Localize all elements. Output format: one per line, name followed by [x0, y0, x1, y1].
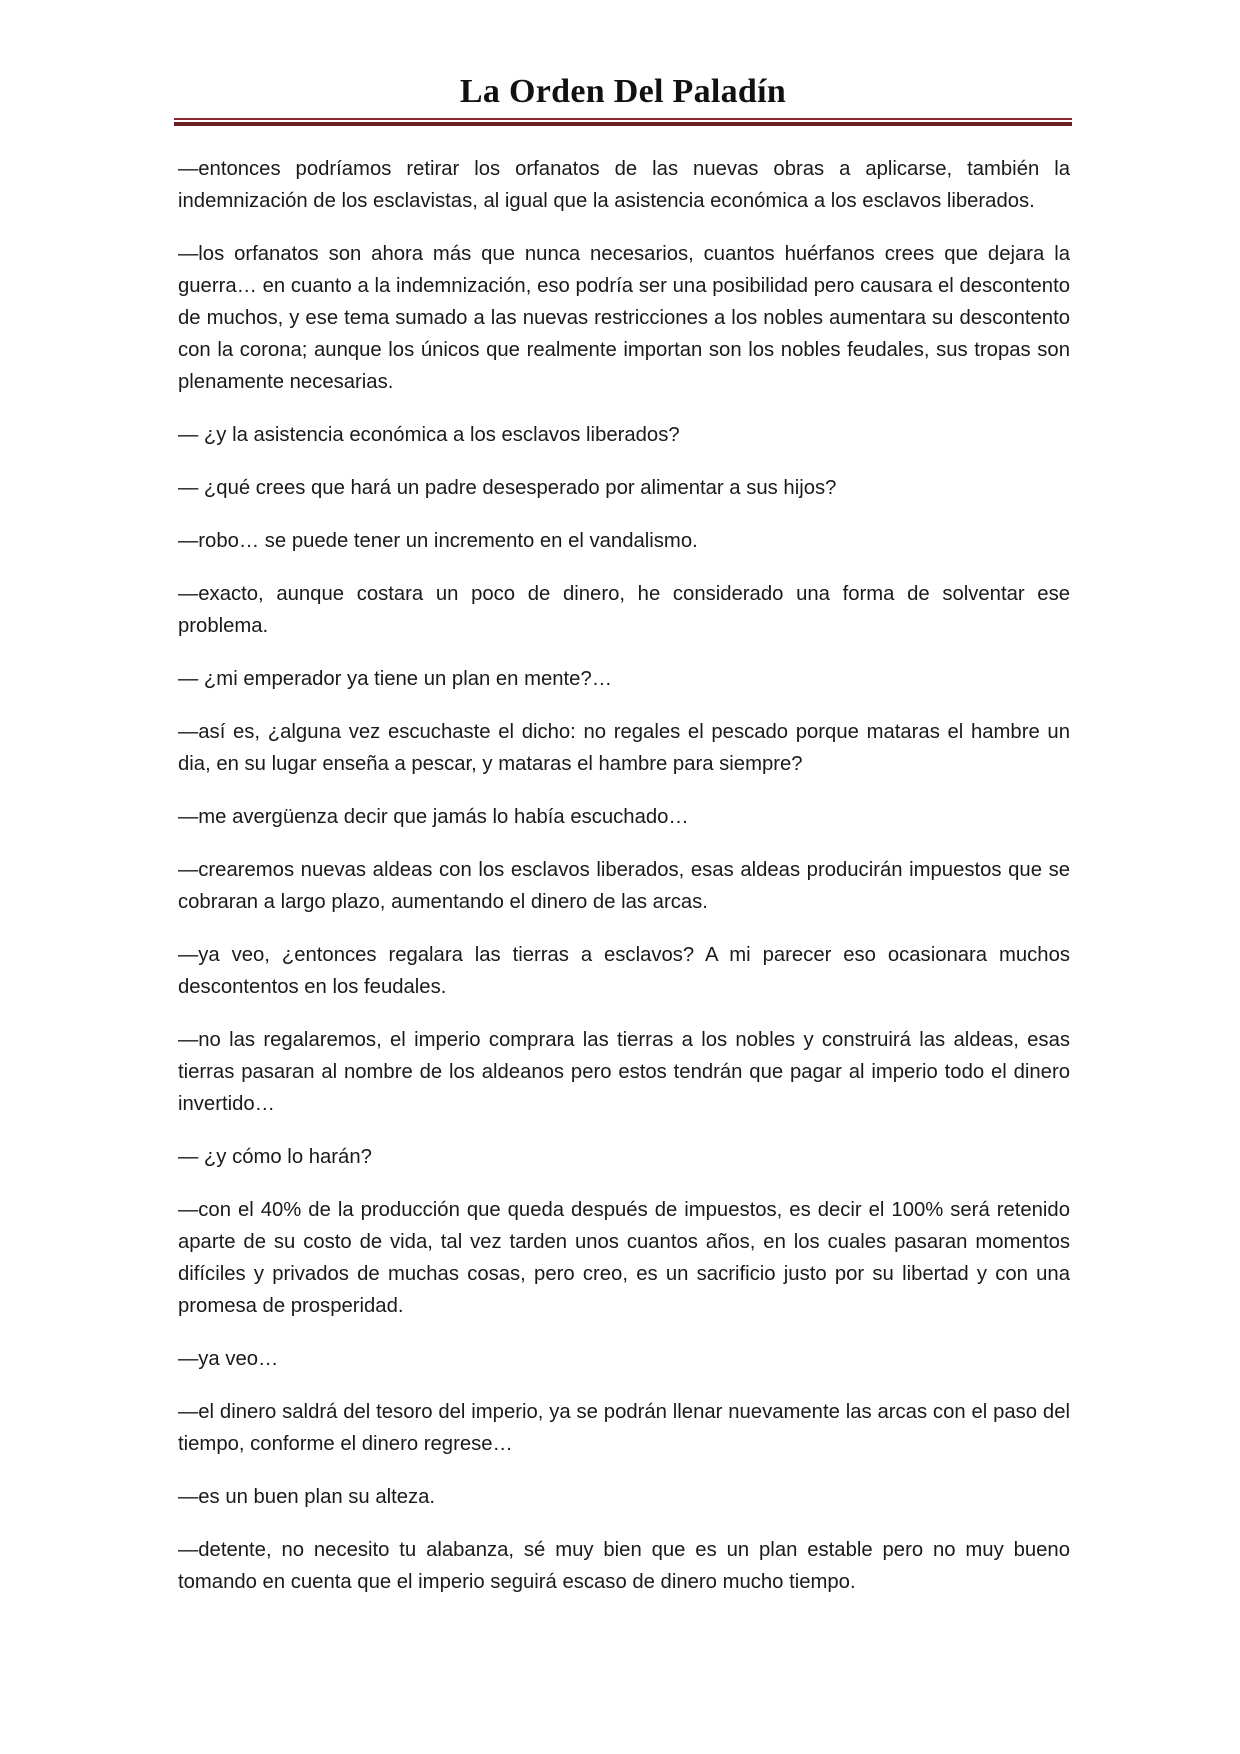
body-text [178, 153, 1070, 1598]
paragraph: —ya veo, ¿entonces regalara las tierras a esclavos? A mi parecer eso ocasionara muchos descontentos en los feudales. [178, 944, 1070, 998]
paragraph: — ¿y cómo lo harán? [178, 1146, 372, 1168]
paragraph: — ¿y la asistencia económica a los esclavos liberados? [178, 424, 680, 446]
paragraph: —exacto, aunque costara un poco de dinero, he considerado una forma de solventar ese problema. [178, 583, 1070, 637]
header-rule-thin [174, 118, 1072, 120]
paragraph: —el dinero saldrá del tesoro del imperio, ya se podrán llenar nuevamente las arcas con el paso del tiempo, conforme el dinero regrese… [178, 1401, 1070, 1455]
header-rule-thick [174, 122, 1072, 126]
paragraph: —no las regalaremos, el imperio comprara las tierras a los nobles y construirá las aldeas, esas tierras pasaran al nombre de los aldeanos pero estos tendrán que pagar al imperio todo el dinero invertido… [178, 1029, 1070, 1115]
document-title: La Orden Del Paladín [459, 73, 787, 110]
paragraph: —entonces podríamos retirar los orfanatos de las nuevas obras a aplicarse, también la indemnización de los esclavistas, al igual que la asistencia económica a los esclavos liberados. [178, 158, 1070, 212]
paragraph: —con el 40% de la producción que queda después de impuestos, es decir el 100% será retenido aparte de su costo de vida, tal vez tarden unos cuantos años, en los cuales pasaran momentos difíciles y privados de muchas cosas, pero creo, es un sacrificio justo por su libertad y con una promesa de prosperidad. [178, 1199, 1070, 1317]
paragraph: —es un buen plan su alteza. [178, 1486, 436, 1508]
paragraph: —robo… se puede tener un incremento en el vandalismo. [178, 530, 698, 552]
paragraph: —ya veo… [178, 1348, 279, 1370]
paragraph: —detente, no necesito tu alabanza, sé muy bien que es un plan estable pero no muy bueno tomando en cuenta que el imperio seguirá escaso de dinero mucho tiempo. [178, 1539, 1070, 1593]
paragraph: —me avergüenza decir que jamás lo había escuchado… [178, 806, 689, 828]
paragraph: —crearemos nuevas aldeas con los esclavos liberados, esas aldeas producirán impuestos que se cobraran a largo plazo, aumentando el dinero de las arcas. [178, 859, 1070, 913]
paragraph: —así es, ¿alguna vez escuchaste el dicho: no regales el pescado porque mataras el hambre un dia, en su lugar enseña a pescar, y mataras el hambre para siempre? [178, 721, 1070, 775]
paragraph: — ¿mi emperador ya tiene un plan en mente?… [178, 668, 613, 690]
page-header [174, 70, 1072, 126]
paragraph: — ¿qué crees que hará un padre desesperado por alimentar a sus hijos? [178, 477, 837, 499]
paragraph: —los orfanatos son ahora más que nunca necesarios, cuantos huérfanos crees que dejara la guerra… en cuanto a la indemnización, eso podría ser una posibilidad pero causara el descontento de muchos, y ese tema sumado a las nuevas restricciones a los nobles aumentara su descontento con la corona; aunque los únicos que realmente importan son los nobles feudales, sus tropas son plenamente necesarias. [178, 243, 1070, 393]
